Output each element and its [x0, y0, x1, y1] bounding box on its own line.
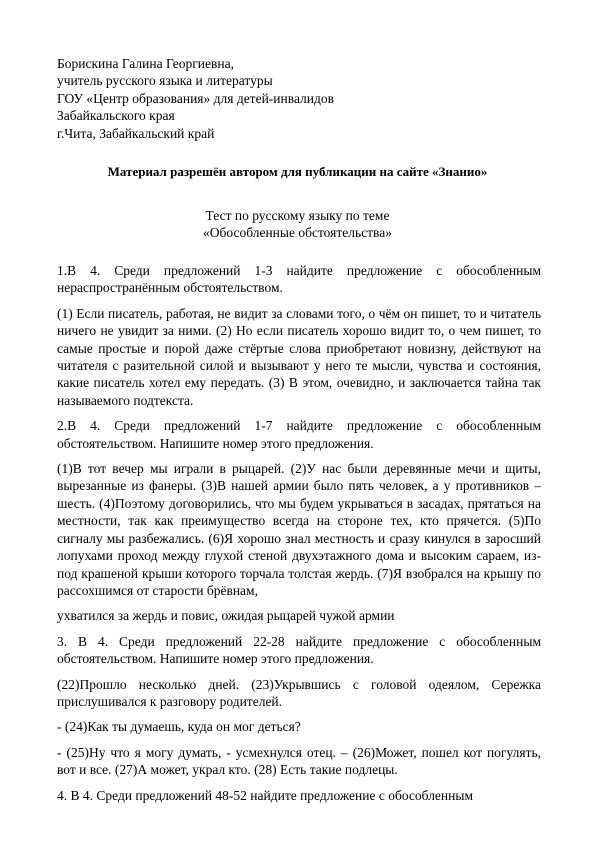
author-region: Забайкальского края: [57, 108, 175, 124]
test-body: [57, 262, 541, 812]
author-position: учитель русского языка и литературы: [57, 73, 273, 89]
author-name: Борискина Галина Георгиевна,: [57, 56, 234, 71]
task-2-question: 2.В 4. Среди предложений 1-7 найдите предложение с обособленным обстоятельством. Напишите номер этого предложения.: [57, 418, 541, 451]
permission-note: Материал разрешён автором для публикации на сайте «Знанио»: [107, 164, 488, 179]
task-4-question: 4. В 4. Среди предложений 48-52 найдите предложение с обособленным: [57, 787, 473, 803]
author-city: г.Чита, Забайкальский край: [57, 125, 215, 141]
author-organization: ГОУ «Центр образования» для детей-инвалидов: [57, 90, 335, 106]
task-1-question: 1.В 4. Среди предложений 1-3 найдите предложение с обособленным нераспространённым обстоятельством.: [57, 263, 541, 296]
task-3-text-narration: (22)Прошло несколько дней. (23)Укрывшись с головой одеялом, Сережка прислушивался к разговору родителей.: [57, 676, 541, 709]
task-3-dialogue-line-2: - (25)Ну что я могу думать, - усмехнулся отец. – (26)Может, пошел кот погулять, вот и все. (27)А может, украл кто. (28) Есть такие подлецы.: [57, 744, 541, 778]
task-3-dialogue-line-1: - (24)Как ты думаешь, куда он мог деться?: [57, 719, 301, 735]
task-2-text-continuation: ухватился за жердь и повис, ожидая рыцарей чужой армии: [57, 608, 395, 624]
task-1-text: (1) Если писатель, работая, не видит за словами того, о чём он пишет, то и читатель ничего не увидит за ними. (2) Но если писатель хорошо видит то, о чем пишет, то самые простые и порой даже стёртые слова приобретают новизну, действуют на читателя с разительной силой и вызывают у него те мысли, чувства и состояния, какие писатель хотел ему передать. (3) В этом, очевидно, и заключается тайна так называемого подтекста.: [57, 305, 541, 408]
title-line-2: «Обособленные обстоятельства»: [203, 225, 392, 241]
test-title: [0, 207, 595, 242]
title-line-1: Тест по русскому языку по теме: [205, 208, 390, 223]
task-3-question: 3. В 4. Среди предложений 22-28 найдите предложение с обособленным обстоятельством. Напишите номер этого предложения.: [57, 633, 541, 667]
task-2-text: (1)В тот вечер мы играли в рыцарей. (2)У нас были деревянные мечи и щиты, вырезанные из фанеры. (3)В нашей армии было пять человек, а у противников – шесть. (4)Поэтому договорились, что мы будем укрываться в засадах, прятаться на местности, так как преимущество всегда на стороне тех, кто прячется. (5)По сигналу мы разбежались. (6)Я хорошо знал местность и сразу кинулся в заросший лопухами проход между глухой стеной двухэтажного дома и высоким сараем, из-под крашеной крыши которого торчала толстая жердь. (7)Я взобрался на крышу по рассохшимся от старости брёвнам,: [57, 461, 541, 598]
author-block: [57, 55, 334, 142]
